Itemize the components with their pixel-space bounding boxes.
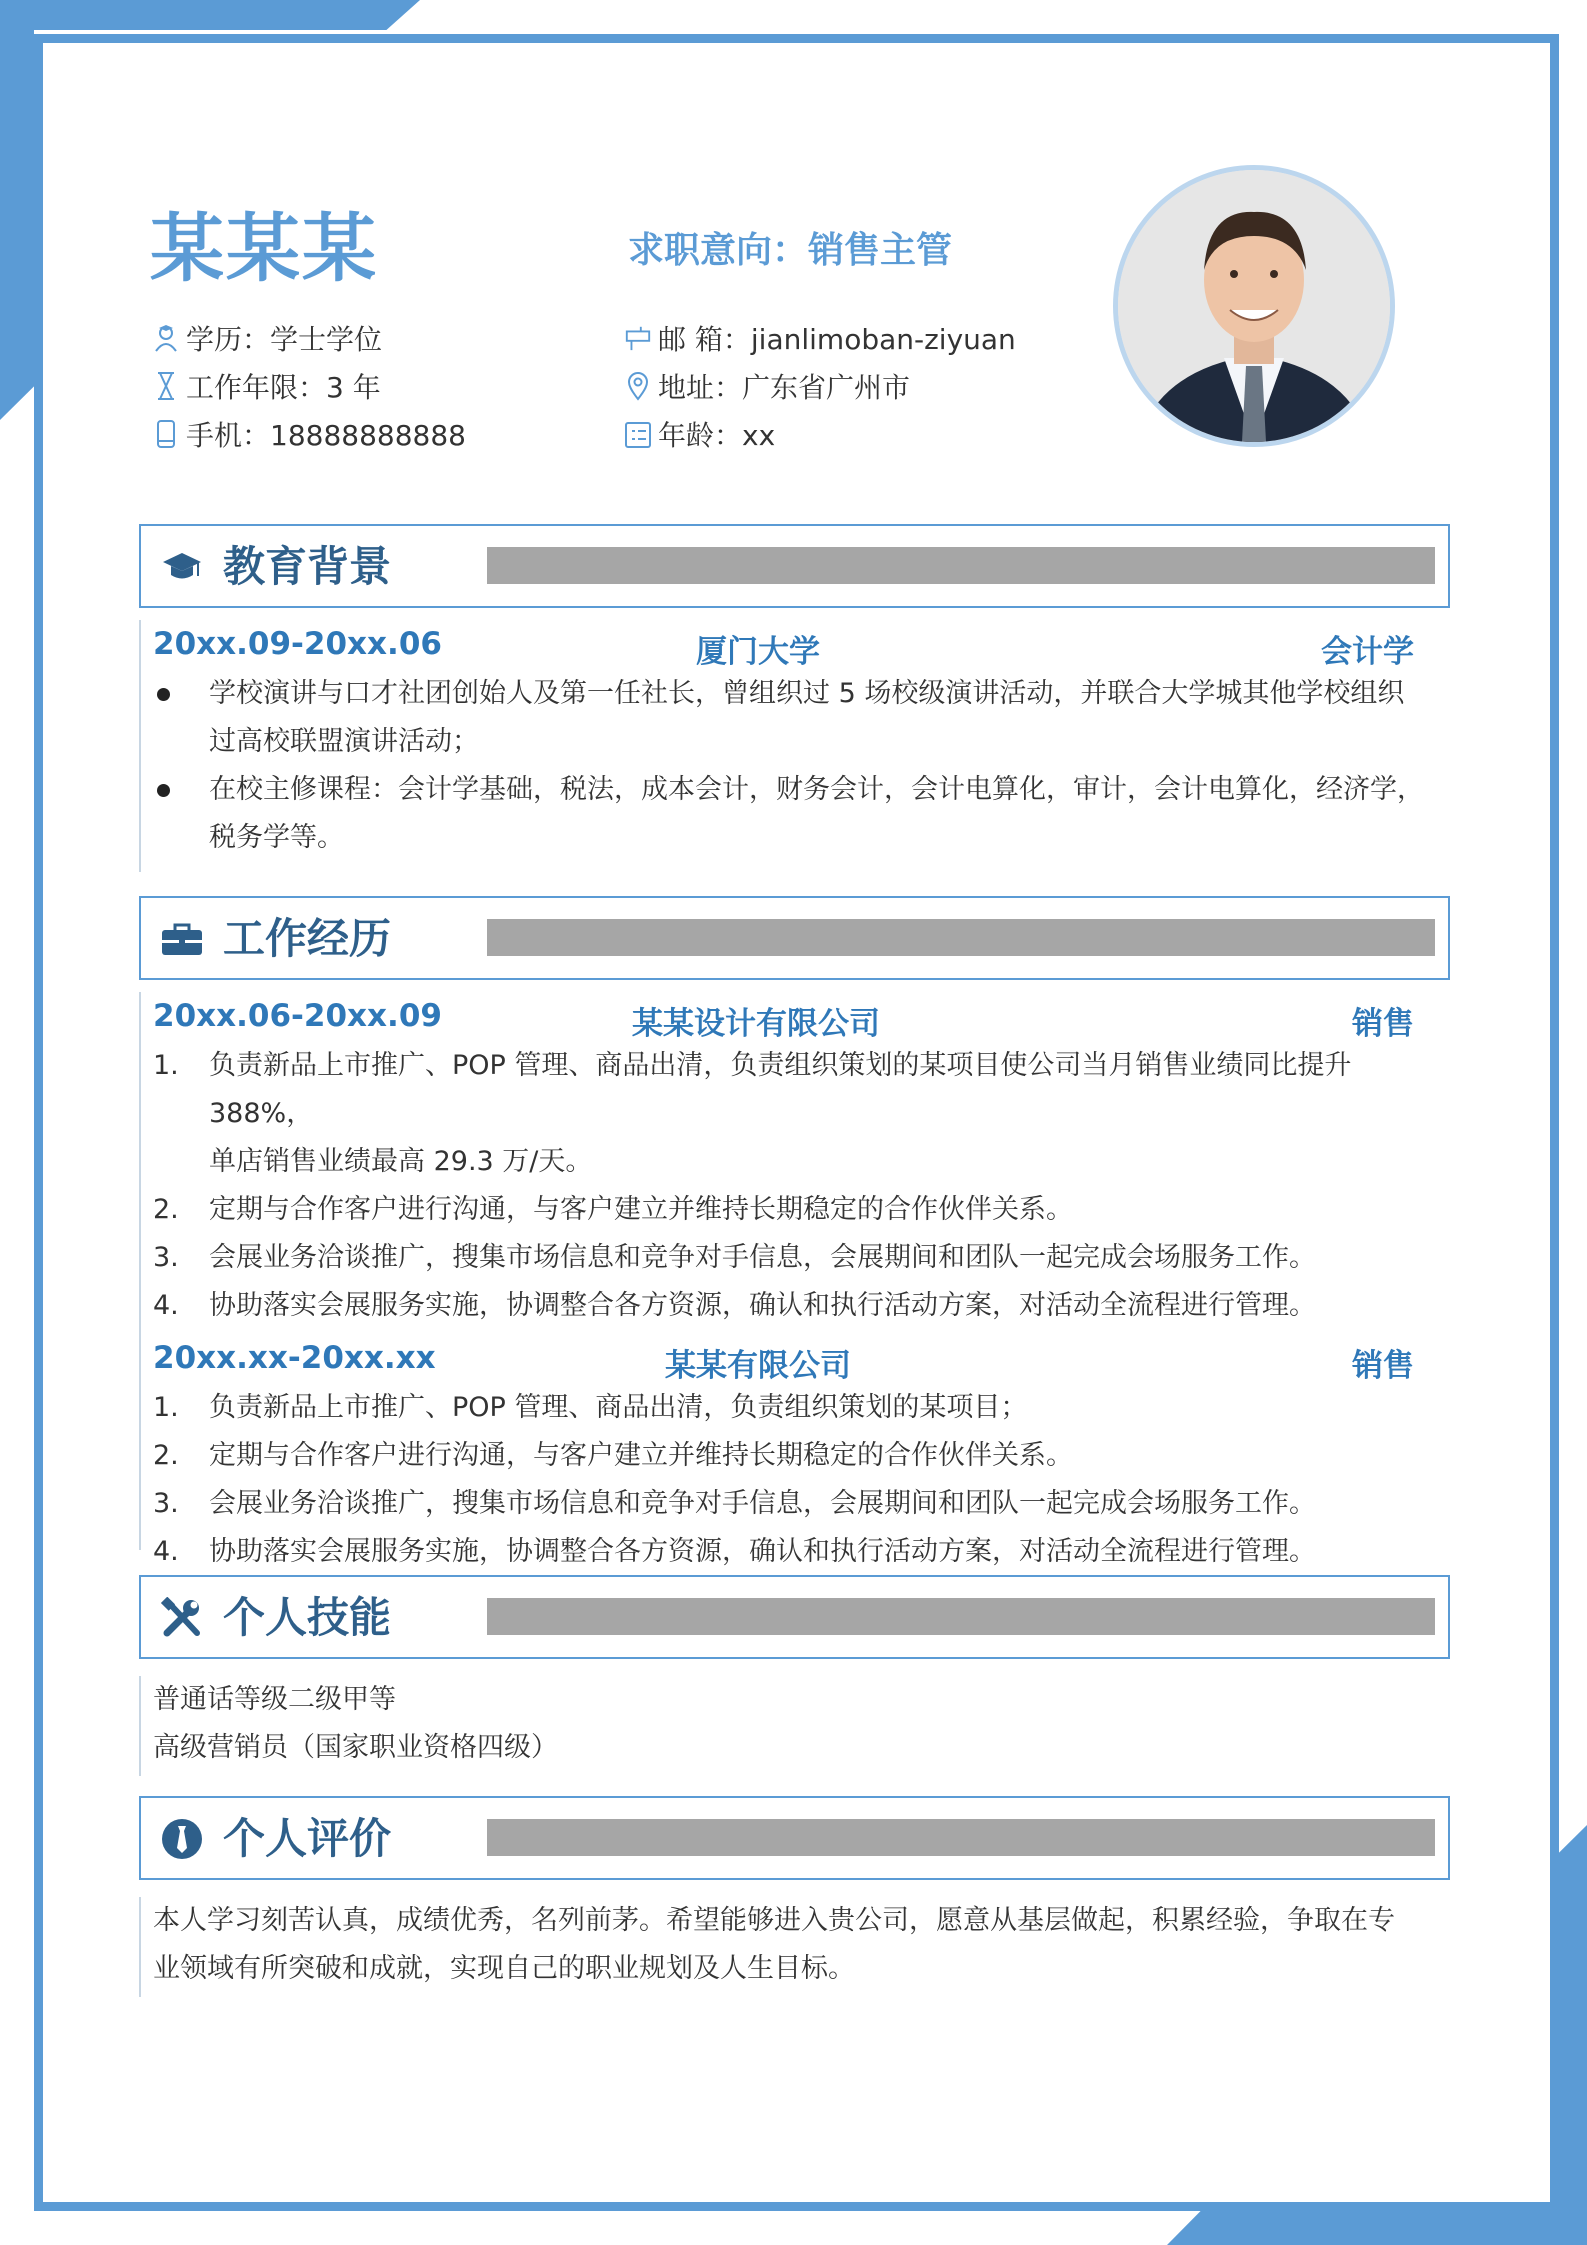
entry-school: 厦门大学 bbox=[696, 634, 820, 670]
entry-role: 销售 bbox=[1352, 1006, 1414, 1042]
graduate-icon bbox=[152, 322, 180, 354]
list-item: 在校主修课程：会计学基础，税法，成本会计，财务会计，会计电算化，审计，会计电算化，经济学， 税务学等。 bbox=[141, 766, 1450, 862]
section-title: 个人评价 bbox=[223, 1814, 392, 1863]
evaluation-body bbox=[139, 1897, 1450, 1997]
section-header-skills bbox=[139, 1575, 1450, 1659]
calendar-icon bbox=[624, 418, 652, 450]
info-email: 邮 箱：jianlimoban-ziyuan bbox=[624, 314, 1016, 362]
list-item: 1. 负责新品上市推广、POP 管理、商品出清，负责组织策划的某项目使公司当月销售业绩同比提升 388%， 单店销售业绩最高 29.3 万/天。 bbox=[153, 1050, 1352, 1177]
info-experience: 工作年限：3 年 bbox=[152, 362, 466, 410]
info-address: 地址：广东省广州市 bbox=[624, 362, 1016, 410]
work-entry-header bbox=[141, 1334, 1450, 1384]
list-item: 2. 定期与合作客户进行沟通，与客户建立并维持长期稳定的合作伙伴关系。 bbox=[153, 1440, 1073, 1471]
section-title: 工作经历 bbox=[223, 914, 392, 963]
job-objective: 求职意向：销售主管 bbox=[628, 230, 953, 271]
section-title-bar bbox=[487, 547, 1435, 584]
personal-info-right bbox=[624, 314, 1016, 458]
bullet-dot bbox=[157, 688, 170, 701]
info-education: 学历：学士学位 bbox=[152, 314, 466, 362]
work-entry-header bbox=[141, 992, 1450, 1042]
entry-date: 20xx.xx-20xx.xx bbox=[153, 1340, 436, 1376]
info-age: 年龄：xx bbox=[624, 410, 1016, 458]
education-body bbox=[139, 620, 1450, 872]
work-body bbox=[139, 992, 1450, 1567]
mailbox-icon bbox=[624, 322, 652, 354]
tools-icon bbox=[159, 1595, 205, 1641]
phone-icon bbox=[152, 418, 180, 450]
section-title-bar bbox=[487, 1819, 1435, 1856]
list-item: 2. 定期与合作客户进行沟通，与客户建立并维持长期稳定的合作伙伴关系。 bbox=[153, 1194, 1073, 1225]
tie-icon bbox=[159, 1816, 205, 1862]
education-entry-header bbox=[141, 620, 1450, 670]
candidate-name: 某某某 bbox=[150, 206, 378, 292]
section-title: 个人技能 bbox=[223, 1593, 392, 1642]
section-header-evaluation bbox=[139, 1796, 1450, 1880]
section-title: 教育背景 bbox=[223, 542, 392, 591]
personal-info-left bbox=[152, 314, 466, 458]
skill-line: 普通话等级二级甲等 bbox=[153, 1684, 396, 1715]
corner-decoration-top bbox=[0, 0, 420, 30]
hourglass-icon bbox=[152, 370, 180, 402]
entry-company: 某某有限公司 bbox=[665, 1348, 851, 1384]
graduation-cap-icon bbox=[159, 544, 205, 590]
skill-line: 高级营销员（国家职业资格四级） bbox=[153, 1732, 558, 1763]
entry-major: 会计学 bbox=[1321, 634, 1414, 670]
entry-role: 销售 bbox=[1352, 1348, 1414, 1384]
section-title-bar bbox=[487, 1598, 1435, 1635]
list-item: 3. 会展业务洽谈推广，搜集市场信息和竞争对手信息，会展期间和团队一起完成会场服务工作。 bbox=[153, 1488, 1316, 1519]
section-header-work bbox=[139, 896, 1450, 980]
skills-body bbox=[139, 1676, 1450, 1776]
profile-photo bbox=[1113, 165, 1395, 447]
section-header-education bbox=[139, 524, 1450, 608]
briefcase-icon bbox=[159, 916, 205, 962]
location-pin-icon bbox=[624, 370, 652, 402]
info-phone: 手机：18888888888 bbox=[152, 410, 466, 458]
evaluation-line: 业领域有所突破和成就，实现自己的职业规划及人生目标。 bbox=[153, 1953, 855, 1984]
corner-decoration-bottom bbox=[1167, 2211, 1587, 2245]
entry-date: 20xx.06-20xx.09 bbox=[153, 998, 442, 1034]
evaluation-line: 本人学习刻苦认真，成绩优秀，名列前茅。希望能够进入贵公司，愿意从基层做起，积累经验，争取在专 bbox=[153, 1905, 1395, 1936]
bullet-dot bbox=[157, 784, 170, 797]
list-item: 1. 负责新品上市推广、POP 管理、商品出清，负责组织策划的某项目； bbox=[153, 1392, 1028, 1423]
list-item: 3. 会展业务洽谈推广，搜集市场信息和竞争对手信息，会展期间和团队一起完成会场服务工作。 bbox=[153, 1242, 1316, 1273]
list-item: 学校演讲与口才社团创始人及第一任社长，曾组织过 5 场校级演讲活动，并联合大学城其他学校组织 过高校联盟演讲活动； bbox=[141, 670, 1450, 766]
list-item: 4. 协助落实会展服务实施，协调整合各方资源，确认和执行活动方案，对活动全流程进行管理。 bbox=[153, 1290, 1316, 1321]
entry-date: 20xx.09-20xx.06 bbox=[153, 626, 442, 662]
section-title-bar bbox=[487, 919, 1435, 956]
entry-company: 某某设计有限公司 bbox=[632, 1006, 880, 1042]
list-item: 4. 协助落实会展服务实施，协调整合各方资源，确认和执行活动方案，对活动全流程进行管理。 bbox=[153, 1536, 1316, 1567]
corner-decoration-left bbox=[0, 0, 34, 420]
